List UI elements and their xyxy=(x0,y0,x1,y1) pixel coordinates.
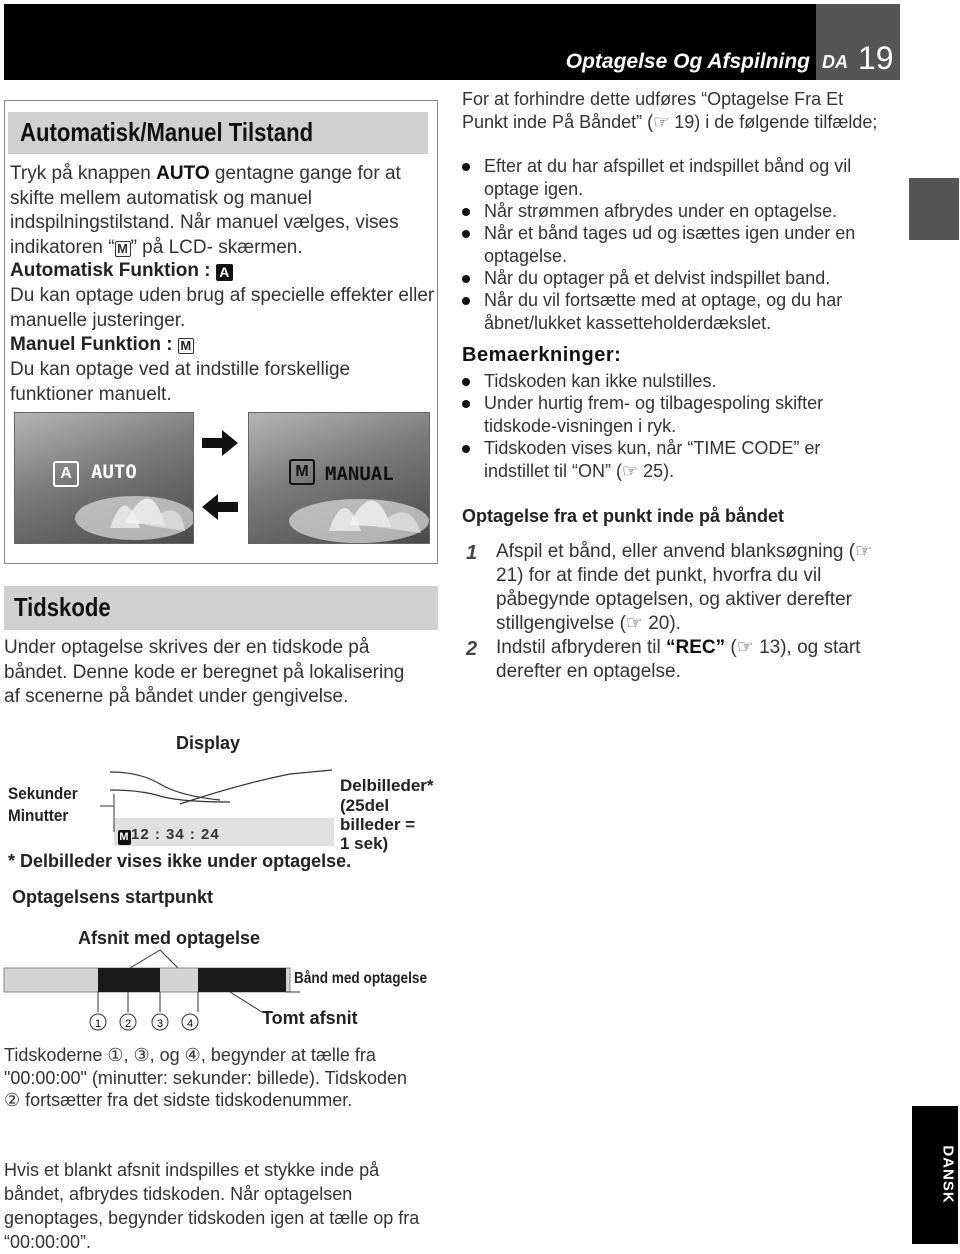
arrow-right-icon xyxy=(200,428,240,458)
notes-list xyxy=(462,370,892,480)
arrow-left-icon xyxy=(200,492,240,522)
marker-1: 1 xyxy=(94,1018,102,1030)
tidskode-note-2: Hvis et blankt afsnit indspilles et stykke inde på båndet, afbrydes tidskoden. Når optagelsen genoptages, begynder tidskoden igen at tælle op fra “00:00:00”. xyxy=(4,1160,420,1252)
auto-osd-text: AUTO xyxy=(91,461,137,483)
auto-function-desc: Du kan optage uden brug af specielle effekter eller manuelle justeringer. xyxy=(10,285,435,331)
marker-3: 3 xyxy=(156,1018,164,1030)
lcd-photo-manual xyxy=(248,412,430,544)
list-item: Tidskoden vises kun, når “TIME CODE” er indstillet til “ON” (☞ 25). xyxy=(462,437,884,482)
label-sekunder: Sekunder xyxy=(8,784,78,803)
tape-label: Bånd med optagelse xyxy=(294,970,428,987)
list-item: Når du optager på et delvist indspillet band. xyxy=(462,267,894,290)
tidskode-heading-bar xyxy=(4,586,438,630)
manual-function-desc: Du kan optage ved at indstille forskellige funktioner manuelt. xyxy=(10,359,351,405)
blank-section-label: Tomt afsnit xyxy=(262,1008,358,1028)
tidskode-body: Under optagelse skrives der en tidskode på båndet. Denne kode er beregnet på lokalisering af scenerne på båndet under gengivelse. xyxy=(4,637,405,707)
lcd-photo-auto xyxy=(14,412,194,544)
list-item: Under hurtig frem- og tilbagespoling skifter tidskode-visningen i ryk. xyxy=(462,392,884,437)
marker-2: 2 xyxy=(124,1018,132,1030)
manual-osd-icon: M xyxy=(289,459,315,485)
auto-manual-intro: Tryk på knappen AUTO gentagne gange for at skifte mellem automatisk og manuel indspilningstilstand. Når manuel vælges, vises indikatoren “ M ” på LCD- skærmen. xyxy=(10,163,401,258)
right-intro: For at forhindre dette udføres “Optagelse Fra Et Punkt inde På Båndet” (☞ 19) i de følgende tilfælde; xyxy=(462,89,878,132)
auto-function-label: Automatisk Funktion : A xyxy=(10,260,233,282)
auto-manual-heading: Automatisk/Manuel Tilstand xyxy=(20,117,314,147)
list-item: Når du vil fortsætte med at optage, og du har åbnet/lukket kassetteholderdækslet. xyxy=(462,289,894,334)
recorded-section-label: Afsnit med optagelse xyxy=(78,928,261,948)
tidskode-heading: Tidskode xyxy=(14,592,111,622)
auto-manual-heading-bar xyxy=(8,112,428,154)
language-code: DA xyxy=(822,52,848,72)
footnote: * Delbilleder vises ikke under optagelse. xyxy=(8,851,352,871)
list-item: Når strømmen afbrydes under en optagelse. xyxy=(462,200,894,223)
list-item: Efter at du har afspillet et indspillet bånd og vil optage igen. xyxy=(462,155,894,200)
manual-function-label: Manuel Funktion : M xyxy=(10,334,194,356)
label-delbilleder: Delbilleder* xyxy=(340,776,434,795)
display-label: Display xyxy=(176,733,241,753)
subheading: Optagelse fra et punkt inde på båndet xyxy=(462,506,785,526)
marker-4: 4 xyxy=(186,1018,194,1030)
chapter-tab xyxy=(909,178,959,240)
step-1-number: 1 xyxy=(466,542,478,564)
manual-mode-icon: M xyxy=(178,338,194,354)
page-title: Optagelse Og Afspilning xyxy=(565,50,810,73)
manual-indicator-icon: M xyxy=(115,241,131,257)
step-2-number: 2 xyxy=(466,638,478,660)
list-item: Når et bånd tages ud og isættes igen under en optagelse. xyxy=(462,222,894,267)
tidskode-note-1: Tidskoderne ①, ③, og ④, begynder at tælle fra "00:00:00" (minutter: sekunder: billede). Tidskoden ② fortsætter fra det sidste tidskodenummer. xyxy=(4,1045,408,1110)
label-delbilleder-line4: 1 sek) xyxy=(340,834,389,853)
step-1-text: Afspil et bånd, eller anvend blanksøgning (☞ 21) for at finde det punkt, hvorfra du vil påbegynde optagelsen, og aktiver derefter stillgengivelse (☞ 20). xyxy=(496,541,873,634)
tape-diagram xyxy=(0,940,440,1040)
auto-osd-icon: A xyxy=(53,461,79,487)
label-delbilleder-line2: (25del xyxy=(340,796,390,815)
list-item: Tidskoden kan ikke nulstilles. xyxy=(462,370,894,393)
step-2-text: Indstil afbryderen til “REC” (☞ 13), og start derefter en optagelse. xyxy=(496,637,861,682)
manual-small-icon: M xyxy=(119,831,130,843)
notes-heading: Bemaerkninger: xyxy=(462,344,622,366)
condition-list xyxy=(462,155,892,335)
manual-osd-text: MANUAL xyxy=(325,463,394,485)
auto-mode-icon: A xyxy=(216,264,233,281)
label-minutter: Minutter xyxy=(8,806,69,825)
label-delbilleder-line3: billeder = xyxy=(340,815,416,834)
startpoint-label: Optagelsens startpunkt xyxy=(12,887,214,907)
page-number: 19 xyxy=(858,40,894,76)
timecode-readout: M12 : 34 : 24 xyxy=(119,826,220,843)
language-side-label: DANSK xyxy=(939,1145,957,1204)
language-side-tab xyxy=(912,1106,958,1244)
